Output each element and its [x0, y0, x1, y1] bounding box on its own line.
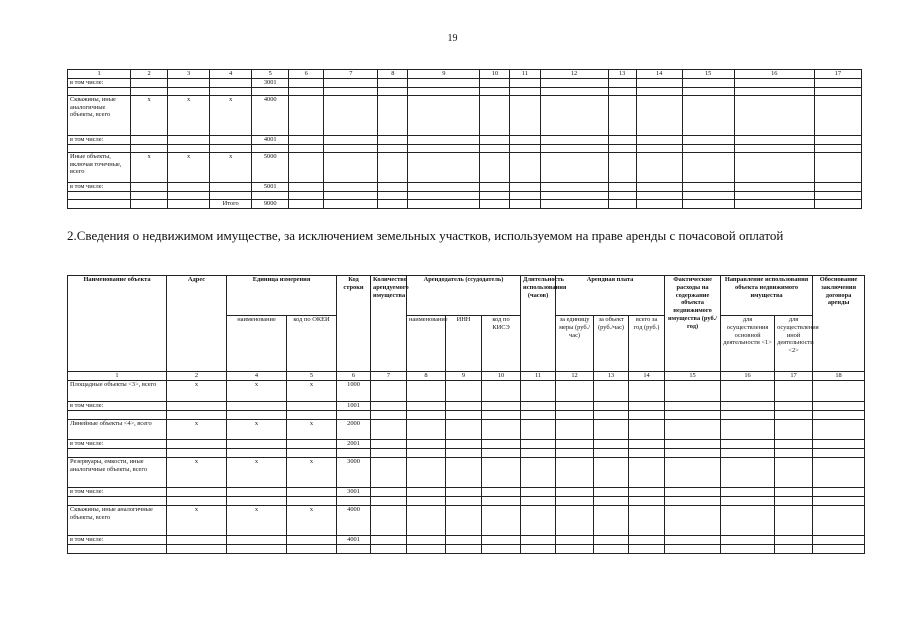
- cell: x: [210, 152, 252, 182]
- cell: x: [167, 505, 227, 535]
- table-row: [68, 144, 862, 152]
- col-number: 12: [540, 70, 608, 79]
- header-rent-unit: за единицу меры (руб./час): [556, 316, 594, 372]
- row-label: [68, 199, 131, 208]
- col-number: 13: [594, 372, 629, 381]
- header-direction-main: для осуществления основной деятельности <1>: [721, 316, 775, 372]
- header-row: [68, 276, 865, 316]
- row-label: Иные объекты, включая точечные, всего: [68, 152, 131, 182]
- table-row: [68, 87, 862, 95]
- row-label: в том числе:: [68, 487, 167, 496]
- col-number: 8: [407, 372, 446, 381]
- cell: x: [168, 95, 210, 135]
- col-number: 2: [167, 372, 227, 381]
- row-label: в том числе:: [68, 135, 131, 144]
- row-label: в том числе:: [68, 78, 131, 87]
- col-number: 4: [227, 372, 287, 381]
- cell: x: [167, 457, 227, 487]
- column-number-row: [68, 70, 862, 79]
- col-number: 1: [68, 372, 167, 381]
- row-code: 4001: [252, 135, 289, 144]
- cell: x: [167, 419, 227, 439]
- table-row: [68, 95, 862, 135]
- header-unit: Единица измерения: [227, 276, 337, 316]
- col-number: 3: [168, 70, 210, 79]
- col-number: 4: [210, 70, 252, 79]
- cell: [227, 535, 287, 544]
- col-number: 13: [608, 70, 636, 79]
- cell: x: [167, 380, 227, 401]
- cell: [168, 199, 210, 208]
- cell: [287, 487, 337, 496]
- col-number: 12: [556, 372, 594, 381]
- cell: x: [227, 419, 287, 439]
- col-number: 16: [721, 372, 775, 381]
- total-row: [68, 199, 862, 208]
- row-code: 5001: [252, 182, 289, 191]
- cell: [131, 182, 168, 191]
- table-row: [68, 78, 862, 87]
- cell: [167, 439, 227, 448]
- cell: x: [131, 152, 168, 182]
- col-number: 10: [482, 372, 521, 381]
- col-number: 7: [371, 372, 407, 381]
- cell: x: [287, 419, 337, 439]
- row-code: 1001: [337, 401, 371, 410]
- header-unit-name: наименование: [227, 316, 287, 372]
- row-label: Скважины, иные аналогичные объекты, всего: [68, 95, 131, 135]
- table-row: [68, 152, 862, 182]
- row-label: Линейные объекты <4>, всего: [68, 419, 167, 439]
- header-lessor-kise: код по КИСЭ: [482, 316, 521, 372]
- col-number: 5: [252, 70, 289, 79]
- row-label: Резервуары, емкости, иные аналогичные объекты, всего: [68, 457, 167, 487]
- header-rent-object: за объект (руб./час): [594, 316, 629, 372]
- cell: [227, 401, 287, 410]
- column-number-row: [68, 372, 865, 381]
- table-row: [68, 439, 865, 448]
- header-name: Наименование объекта: [68, 276, 167, 372]
- header-code: Код строки: [337, 276, 371, 372]
- col-number: 9: [408, 70, 480, 79]
- header-justification: Обоснование заключения договора аренды: [813, 276, 865, 372]
- col-number: 15: [665, 372, 721, 381]
- table-row: [68, 380, 865, 401]
- cell: x: [131, 95, 168, 135]
- header-address: Адрес: [167, 276, 227, 372]
- row-label: Площадные объекты <3>, всего: [68, 380, 167, 401]
- cell: [210, 78, 252, 87]
- cell: x: [287, 505, 337, 535]
- table-row: [68, 191, 862, 199]
- col-number: 17: [775, 372, 813, 381]
- col-number: 6: [289, 70, 324, 79]
- row-code: 2001: [337, 439, 371, 448]
- table-row: [68, 401, 865, 410]
- row-code: 3001: [337, 487, 371, 496]
- table-2: [67, 275, 865, 554]
- col-number: 11: [510, 70, 540, 79]
- cell: [210, 135, 252, 144]
- row-code: 1000: [337, 380, 371, 401]
- row-code: 4000: [337, 505, 371, 535]
- row-code: 4000: [252, 95, 289, 135]
- cell: [287, 535, 337, 544]
- cell: x: [168, 152, 210, 182]
- col-number: 11: [521, 372, 556, 381]
- cell: [227, 439, 287, 448]
- col-number: 18: [813, 372, 865, 381]
- cell: [131, 199, 168, 208]
- header-lessor-name: наименование: [407, 316, 446, 372]
- col-number: 10: [480, 70, 510, 79]
- cell: [167, 535, 227, 544]
- col-number: 14: [629, 372, 665, 381]
- header-actual-expenses: Фактические расходы на содержание объекта недвижимого имущества (руб./год): [665, 276, 721, 372]
- row-code: 2000: [337, 419, 371, 439]
- cell: x: [227, 380, 287, 401]
- header-direction-other: для осуществления иной деятельности <2>: [775, 316, 813, 372]
- col-number: 15: [682, 70, 734, 79]
- cell: [210, 182, 252, 191]
- row-label: в том числе:: [68, 401, 167, 410]
- cell: [167, 487, 227, 496]
- col-number: 16: [734, 70, 814, 79]
- table-row: [68, 419, 865, 439]
- header-lessor: Арендодатель (ссудодатель): [407, 276, 521, 316]
- table-row: [68, 535, 865, 544]
- cell: [131, 78, 168, 87]
- cell: [131, 135, 168, 144]
- cell: [287, 401, 337, 410]
- table-row: [68, 496, 865, 505]
- cell: x: [227, 457, 287, 487]
- cell: x: [227, 505, 287, 535]
- col-number: 9: [446, 372, 482, 381]
- table-row: [68, 182, 862, 191]
- header-duration: Длительность использования (часов): [521, 276, 556, 372]
- table-1: [67, 69, 862, 209]
- header-direction: Направление использования объекта недвижимого имущества: [721, 276, 813, 316]
- table-row: [68, 544, 865, 553]
- cell: [168, 78, 210, 87]
- cell: [227, 487, 287, 496]
- cell: [287, 439, 337, 448]
- row-code: 9000: [252, 199, 289, 208]
- col-number: 8: [378, 70, 408, 79]
- section-2-title: 2.Сведения о недвижимом имуществе, за исключением земельных участков, используемом на праве аренды с почасовой оплатой: [67, 228, 784, 243]
- row-label: в том числе:: [68, 535, 167, 544]
- col-number: 1: [68, 70, 131, 79]
- total-label: Итого: [210, 199, 252, 208]
- col-number: 7: [324, 70, 378, 79]
- table-row: [68, 487, 865, 496]
- cell: x: [210, 95, 252, 135]
- header-lessor-inn: ИНН: [446, 316, 482, 372]
- header-quantity: Количество арендуемого имущества: [371, 276, 407, 372]
- header-unit-okei: код по ОКЕИ: [287, 316, 337, 372]
- cell: [167, 401, 227, 410]
- cell: [168, 182, 210, 191]
- row-code: 3000: [337, 457, 371, 487]
- page-number: 19: [447, 33, 458, 44]
- header-rent-year: всего за год (руб.): [629, 316, 665, 372]
- col-number: 2: [131, 70, 168, 79]
- cell: [168, 135, 210, 144]
- row-code: 4001: [337, 535, 371, 544]
- col-number: 6: [337, 372, 371, 381]
- row-code: 3001: [252, 78, 289, 87]
- row-label: в том числе:: [68, 439, 167, 448]
- table-row: [68, 448, 865, 457]
- row-label: Скважины, иные аналогичные объекты, всего: [68, 505, 167, 535]
- table-row: [68, 457, 865, 487]
- cell: x: [287, 380, 337, 401]
- table-row: [68, 505, 865, 535]
- col-number: 14: [636, 70, 682, 79]
- header-rent: Арендная плата: [556, 276, 665, 316]
- col-number: 17: [814, 70, 861, 79]
- table-row: [68, 410, 865, 419]
- row-code: 5000: [252, 152, 289, 182]
- row-label: в том числе:: [68, 182, 131, 191]
- table-row: [68, 135, 862, 144]
- cell: x: [287, 457, 337, 487]
- col-number: 5: [287, 372, 337, 381]
